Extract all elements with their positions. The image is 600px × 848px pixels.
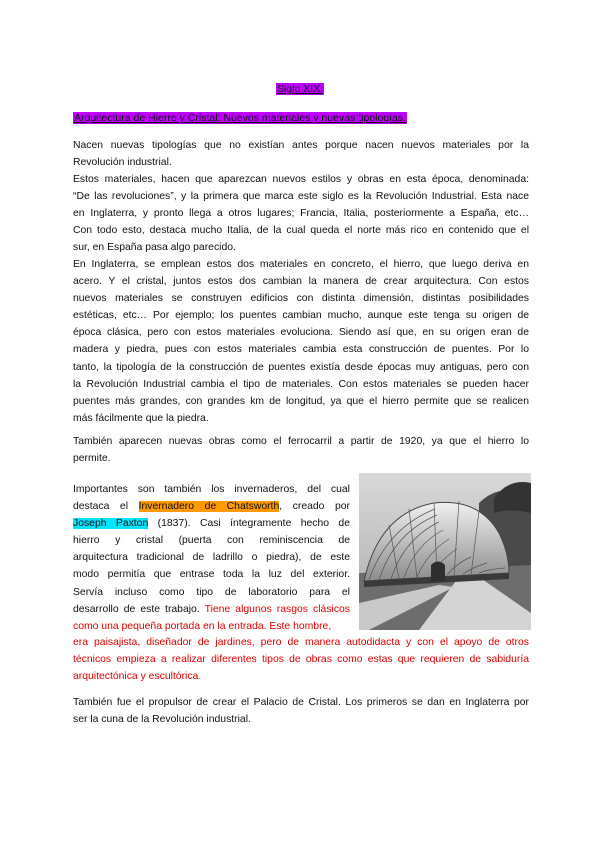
text-line: época clásica, pero con estos materiales evoluciona. Siendo así que, en su origen eran de <box>73 327 529 339</box>
text-fragment: destaca el <box>73 501 139 513</box>
text-line: Servía incluso como tipo de laboratorio para el <box>73 586 350 598</box>
paragraph-intro <box>73 137 529 171</box>
heading-highlight: Arquitectura de Hierro y Cristal: Nuevos materiales y nuevas tipologías. <box>74 112 407 124</box>
text-line: permite. <box>73 453 111 465</box>
text-line: nuevos materiales se construyen edificios con distinta dimensión, distintas posibilidades <box>73 293 529 305</box>
text-line: Importantes son también los invernaderos, del cual <box>73 484 350 495</box>
text-line: más fácilmente que la piedra. <box>73 412 209 424</box>
text-line: “De las revoluciones”, y la primera que marca este siglo es la Revolución Industrial. Esta nace <box>73 191 529 203</box>
paragraph-england <box>73 256 529 427</box>
chatsworth-highlight: Invernadero de Chatsworth <box>138 501 280 513</box>
text-line: En Inglaterra, se emplean estos dos materiales en concreto, el hierro, que luego deriva en <box>73 259 529 270</box>
text-line: modo permitía que entrase toda la luz del exterior. <box>73 569 350 581</box>
text-line: También fue el propulsor de crear el Palacio de Cristal. Los primeros se dan en Inglaterra por <box>73 697 529 708</box>
text-line: ser la cuna de la Revolución industrial. <box>73 714 251 726</box>
greenhouse-photo <box>359 473 531 630</box>
text-line: Nacen nuevas tipologías que no existían antes porque nacen nuevos materiales por la <box>73 140 529 151</box>
red-text: Tiene algunos rasgos clásicos <box>204 603 350 615</box>
section-heading <box>73 112 407 124</box>
paragraph-materials <box>73 171 529 256</box>
text-line: tanto, la tipología de la construcción de puentes existía desde épocas muy antiguas, pero con <box>73 361 529 373</box>
text-line: la Revolución Industrial cambia el tipo de materiales. Con estos materiales se pueden hacer <box>73 378 529 390</box>
text-line: estéticas, etc… Por ejemplo; los puentes cambian mucho, aunque este tenga su origen de <box>73 310 529 322</box>
text-line: arquitectónica y escultórica. <box>73 671 202 683</box>
text-line: madera y piedra, pues con estos materiales cambia esta construcción de puentes. Por lo <box>73 344 529 356</box>
text-line: sur, en España pasa algo parecido. <box>73 242 236 254</box>
text-line: puentes más grandes, con grandes km de longitud, ya que el hierro permite que se realicen <box>73 395 529 407</box>
text-line: Con todo esto, destaca mucho Italia, de la cual queda el norte más rico en contenido que el <box>73 225 529 237</box>
text-line: en Inglaterra, y pronto llega a otros lugares; Francia, Italia, posteriormente a España, etc… <box>73 208 529 220</box>
paragraph-greenhouses <box>73 481 350 635</box>
text-fragment: (1837). Casi íntegramente hecho de <box>148 518 350 530</box>
page-title <box>0 83 600 95</box>
text-line: Revolución industrial. <box>73 157 172 169</box>
paxton-highlight: Joseph Paxton <box>73 518 149 530</box>
text-line <box>73 601 350 618</box>
greenhouse-illustration <box>359 473 531 630</box>
text-line: arquitectura tradicional de ladrillo o piedra), de este <box>73 552 350 564</box>
text-fragment: desarrollo de este trabajo. <box>73 603 205 615</box>
text-line: técnicos empieza a realizar diferentes tipos de obras como estas que requieren de sabiduría <box>73 654 529 666</box>
text-line: acero. Y el cristal, juntos estos dos cambian la manera de crear arquitectura. Con estos <box>73 276 529 288</box>
text-line: como una pequeña portada en la entrada. Este hombre, <box>73 620 332 632</box>
paragraph-crystal-palace <box>73 694 529 728</box>
text-line: era paisajista, diseñador de jardines, pero de manera autodidacta y con el apoyo de otros <box>73 637 529 648</box>
text-line <box>73 515 350 532</box>
paragraph-paxton-red <box>73 634 529 685</box>
text-line: Estos materiales, hacen que aparezcan nuevos estilos y obras en esta época, denominada: <box>73 174 529 185</box>
text-line: hierro y cristal (puerta con reminiscencia de <box>73 535 350 547</box>
text-line: También aparecen nuevas obras como el ferrocarril a partir de 1920, ya que el hierro lo <box>73 436 529 447</box>
text-line <box>73 498 350 515</box>
title-highlight: Siglo XIX: <box>276 83 324 95</box>
text-fragment: , creado por <box>279 501 350 513</box>
paragraph-railway <box>73 433 529 467</box>
